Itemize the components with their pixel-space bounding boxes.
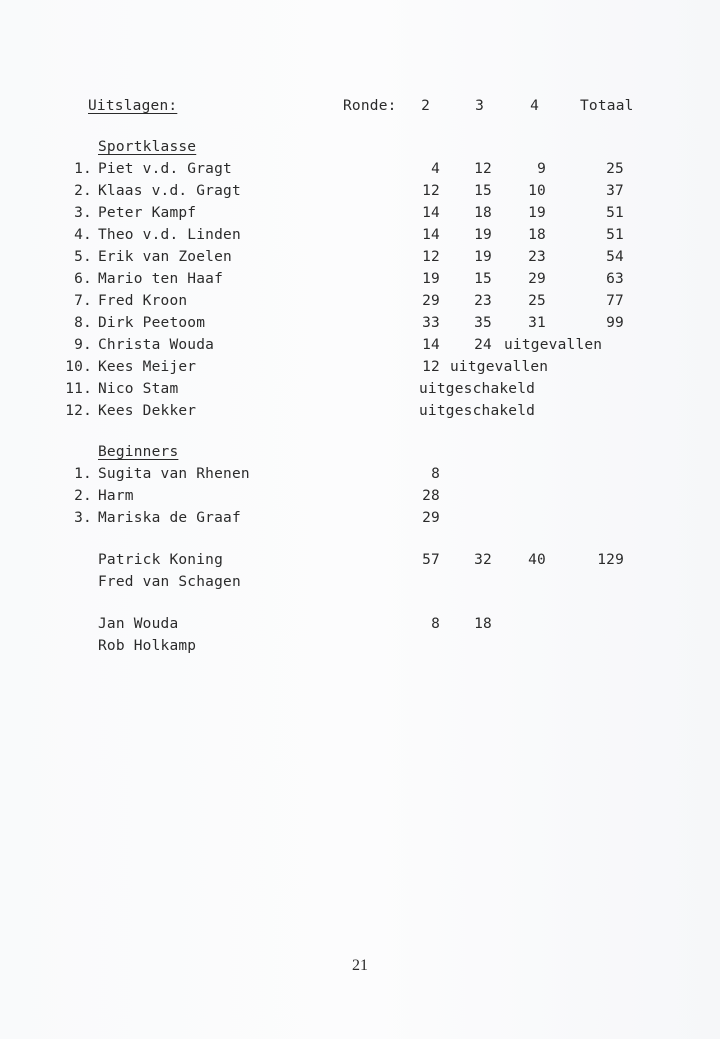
round-2-score: 29 [422, 510, 440, 526]
round-4-score: 31 [528, 315, 546, 331]
round-4-score: 40 [528, 552, 546, 568]
beginners-heading: Beginners [98, 444, 179, 460]
total-score: 25 [606, 161, 624, 177]
player-name: Nico Stam [98, 381, 179, 397]
sportklasse-heading: Sportklasse [98, 139, 197, 155]
total-header: Totaal [580, 98, 634, 114]
round-4-score: 19 [528, 205, 546, 221]
rank: 3. [74, 510, 92, 526]
player-name: Klaas v.d. Gragt [98, 183, 241, 199]
round-2-score: 14 [422, 337, 440, 353]
rank: 6. [74, 271, 92, 287]
rank: 4. [74, 227, 92, 243]
team-member-name: Fred van Schagen [98, 574, 241, 590]
rank: 8. [74, 315, 92, 331]
total-score: 129 [597, 552, 624, 568]
round-4-score: 29 [528, 271, 546, 287]
round-3-score: 18 [474, 205, 492, 221]
player-name: Kees Dekker [98, 403, 197, 419]
player-name: Kees Meijer [98, 359, 197, 375]
round-2-score: 12 [422, 183, 440, 199]
status-note: uitgevallen [450, 359, 549, 375]
status-note: uitgeschakeld [419, 403, 536, 419]
player-name: Fred Kroon [98, 293, 188, 309]
round-4-score: 25 [528, 293, 546, 309]
round-3-score: 24 [474, 337, 492, 353]
round-4-score: 23 [528, 249, 546, 265]
round-2-score: 28 [422, 488, 440, 504]
rank: 12. [65, 403, 92, 419]
round-3-header: 3 [475, 98, 484, 114]
rank: 2. [74, 488, 92, 504]
round-3-score: 32 [474, 552, 492, 568]
rank: 7. [74, 293, 92, 309]
team-member-name: Rob Holkamp [98, 638, 197, 654]
round-3-score: 35 [474, 315, 492, 331]
round-2-score: 12 [422, 359, 440, 375]
team-member-name: Jan Wouda [98, 616, 179, 632]
rank: 10. [65, 359, 92, 375]
player-name: Theo v.d. Linden [98, 227, 241, 243]
rank: 1. [74, 161, 92, 177]
total-score: 99 [606, 315, 624, 331]
round-3-score: 12 [474, 161, 492, 177]
page-number: 21 [352, 957, 368, 974]
round-3-score: 18 [474, 616, 492, 632]
rounds-label: Ronde: [343, 98, 397, 114]
player-name: Dirk Peetoom [98, 315, 206, 331]
round-3-score: 23 [474, 293, 492, 309]
round-2-score: 14 [422, 205, 440, 221]
round-4-score: 10 [528, 183, 546, 199]
rank: 1. [74, 466, 92, 482]
round-4-score: 9 [537, 161, 546, 177]
player-name: Sugita van Rhenen [98, 466, 250, 482]
round-2-score: 19 [422, 271, 440, 287]
total-score: 51 [606, 227, 624, 243]
round-2-score: 29 [422, 293, 440, 309]
status-note: uitgevallen [504, 337, 603, 353]
player-name: Piet v.d. Gragt [98, 161, 232, 177]
total-score: 37 [606, 183, 624, 199]
round-2-header: 2 [421, 98, 430, 114]
total-score: 54 [606, 249, 624, 265]
round-2-score: 8 [431, 616, 440, 632]
round-2-score: 33 [422, 315, 440, 331]
rank: 2. [74, 183, 92, 199]
round-3-score: 15 [474, 183, 492, 199]
round-2-score: 8 [431, 466, 440, 482]
round-3-score: 15 [474, 271, 492, 287]
round-4-score: 18 [528, 227, 546, 243]
team-member-name: Patrick Koning [98, 552, 224, 568]
rank: 11. [65, 381, 92, 397]
rank: 9. [74, 337, 92, 353]
total-score: 63 [606, 271, 624, 287]
round-2-score: 12 [422, 249, 440, 265]
total-score: 51 [606, 205, 624, 221]
player-name: Harm [98, 488, 134, 504]
status-note: uitgeschakeld [419, 381, 536, 397]
round-2-score: 14 [422, 227, 440, 243]
total-score: 77 [606, 293, 624, 309]
player-name: Christa Wouda [98, 337, 215, 353]
round-2-score: 4 [431, 161, 440, 177]
round-3-score: 19 [474, 249, 492, 265]
round-2-score: 57 [422, 552, 440, 568]
rank: 3. [74, 205, 92, 221]
round-4-header: 4 [530, 98, 539, 114]
player-name: Mariska de Graaf [98, 510, 241, 526]
player-name: Mario ten Haaf [98, 271, 224, 287]
results-title: Uitslagen: [88, 98, 178, 114]
rank: 5. [74, 249, 92, 265]
player-name: Peter Kampf [98, 205, 197, 221]
player-name: Erik van Zoelen [98, 249, 232, 265]
round-3-score: 19 [474, 227, 492, 243]
